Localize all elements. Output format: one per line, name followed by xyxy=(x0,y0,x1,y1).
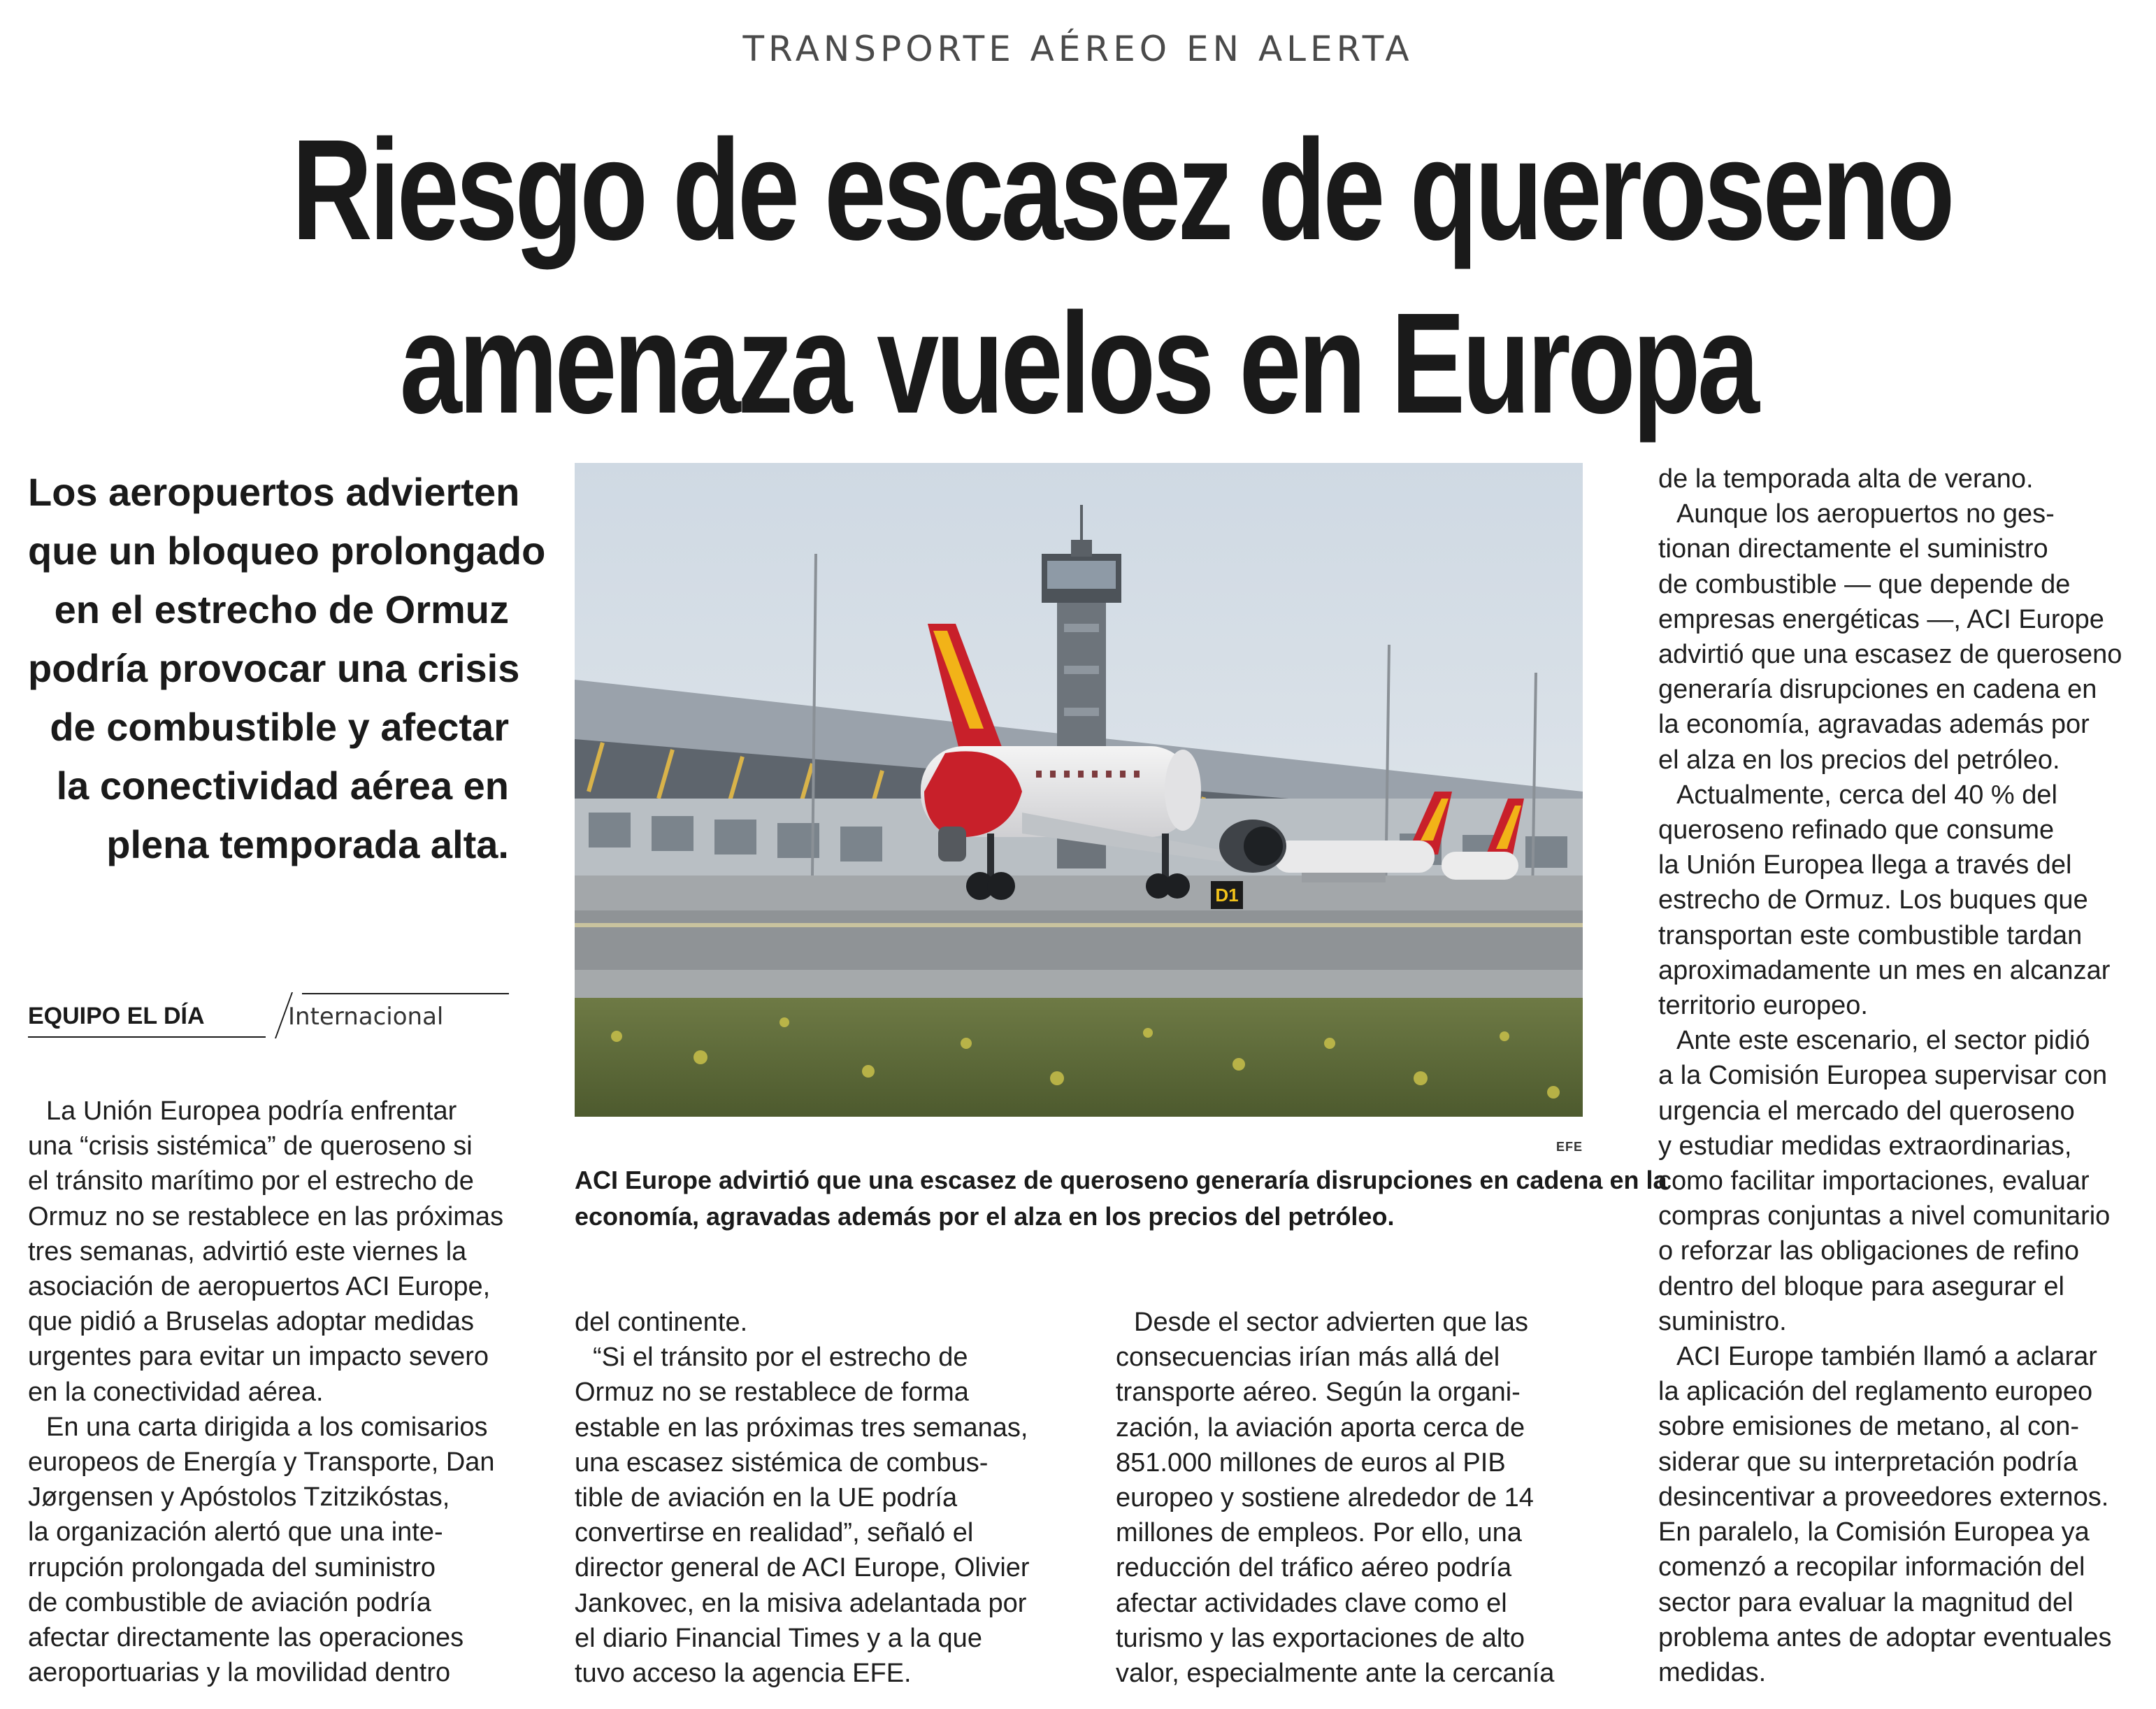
body-line: empresas energéticas —, ACI Europe xyxy=(1658,604,2104,634)
body-line: Jankovec, en la misiva adelantada por xyxy=(575,1588,1027,1618)
body-line: En una carta dirigida a los comisarios xyxy=(46,1412,488,1442)
body-line: transporte aéreo. Según la organi- xyxy=(1116,1378,1521,1408)
body-line: siderar que su interpretación podría xyxy=(1658,1447,2078,1477)
body-line: afectar directamente las operaciones xyxy=(28,1623,464,1653)
body-line: sobre emisiones de metano, al con- xyxy=(1658,1412,2079,1442)
body-line: una “crisis sistémica” de queroseno si xyxy=(28,1131,473,1161)
byline-rule xyxy=(28,1036,266,1038)
body-line: reducción del tráfico aéreo podría xyxy=(1116,1553,1512,1583)
lede-line: plena temporada alta. xyxy=(106,822,509,866)
lede-line: podría provocar una crisis xyxy=(28,646,520,690)
body-line: En paralelo, la Comisión Europea ya xyxy=(1658,1517,2090,1547)
body-line: millones de empleos. Por ello, una xyxy=(1116,1518,1522,1548)
body-line: suministro. xyxy=(1658,1306,1787,1336)
caption-line: ACI Europe advirtió que una escasez de queroseno generaría disrupciones en cadena en la xyxy=(575,1166,1667,1194)
body-line: urgentes para evitar un impacto severo xyxy=(28,1342,489,1372)
body-line: tionan directamente el suministro xyxy=(1658,534,2048,564)
body-line: el diario Financial Times y a la que xyxy=(575,1623,982,1653)
body-line: europeo y sostiene alrededor de 14 xyxy=(1116,1483,1534,1513)
body-line: sector para evaluar la magnitud del xyxy=(1658,1587,2074,1617)
body-line: La Unión Europea podría enfrentar xyxy=(46,1096,457,1126)
byline xyxy=(28,993,509,1038)
lede-line: la conectividad aérea en xyxy=(56,764,509,808)
body-line: director general de ACI Europe, Olivier xyxy=(575,1553,1030,1583)
body-line: y estudiar medidas extraordinarias, xyxy=(1658,1131,2072,1161)
body-line: tible de aviación en la UE podría xyxy=(575,1483,958,1513)
lede-summary xyxy=(28,463,546,874)
body-line: como facilitar importaciones, evaluar xyxy=(1658,1166,2090,1196)
body-column-4 xyxy=(1658,462,2148,1690)
body-line: advirtió que una escasez de queroseno xyxy=(1658,640,2122,670)
body-line: consecuencias irían más allá del xyxy=(1116,1343,1500,1373)
body-line: de combustible — que depende de xyxy=(1658,569,2071,599)
body-line: a la Comisión Europea supervisar con xyxy=(1658,1061,2108,1091)
lede-line: en el estrecho de Ormuz xyxy=(54,587,509,631)
body-line: estable en las próximas tres semanas, xyxy=(575,1413,1028,1443)
body-line: aeroportuarias y la movilidad dentro xyxy=(28,1658,451,1688)
body-column-1 xyxy=(28,1094,510,1690)
body-line: problema antes de adoptar eventuales xyxy=(1658,1622,2112,1652)
body-line: zación, la aviación aporta cerca de xyxy=(1116,1413,1525,1443)
body-line: Actualmente, cerca del 40 % del xyxy=(1676,780,2057,810)
body-line: convertirse en realidad”, señaló el xyxy=(575,1518,974,1548)
photo-credit: EFE xyxy=(1555,1140,1583,1154)
lede-line: Los aeropuertos advierten xyxy=(28,470,520,514)
body-line: desincentivar a proveedores externos. xyxy=(1658,1482,2109,1512)
body-line: Jørgensen y Apóstolos Tzitzikóstas, xyxy=(28,1482,450,1513)
body-line: valor, especialmente ante la cercanía xyxy=(1116,1659,1555,1689)
body-line: Ante este escenario, el sector pidió xyxy=(1676,1026,2090,1056)
photo-caption xyxy=(575,1162,1667,1235)
body-line: urgencia el mercado del queroseno xyxy=(1658,1096,2075,1126)
body-line: comenzó a recopilar información del xyxy=(1658,1552,2085,1582)
lede-line: que un bloqueo prolongado xyxy=(28,529,546,573)
body-line: el alza en los precios del petróleo. xyxy=(1658,745,2060,775)
body-column-2 xyxy=(575,1305,1057,1691)
body-line: compras conjuntas a nivel comunitario xyxy=(1658,1201,2111,1231)
body-line: de la temporada alta de verano. xyxy=(1658,464,2034,494)
airport-photo-illustration xyxy=(575,463,1583,1117)
lede-line: de combustible y afectar xyxy=(50,705,509,749)
body-line: la aplicación del reglamento europeo xyxy=(1658,1377,2093,1407)
section-kicker: TRANSPORTE AÉREO EN ALERTA xyxy=(742,29,1414,69)
body-line: el tránsito marítimo por el estrecho de xyxy=(28,1166,474,1196)
body-line: la economía, agravadas además por xyxy=(1658,710,2090,740)
body-line: una escasez sistémica de combus- xyxy=(575,1447,989,1478)
body-line: 851.000 millones de euros al PIB xyxy=(1116,1447,1506,1478)
body-line: “Si el tránsito por el estrecho de xyxy=(593,1343,968,1373)
body-line: la organización alertó que una inte- xyxy=(28,1517,443,1547)
body-line: Desde el sector advierten que las xyxy=(1134,1308,1528,1337)
byline-section: Internacional xyxy=(288,1003,444,1031)
headline xyxy=(292,103,1952,450)
body-line: afectar actividades clave como el xyxy=(1116,1588,1507,1618)
headline-line-2: amenaza vuelos en Europa xyxy=(399,283,1757,443)
body-line: que pidió a Bruselas adoptar medidas xyxy=(28,1307,474,1337)
body-line: del continente. xyxy=(575,1308,748,1337)
body-line: queroseno refinado que consume xyxy=(1658,815,2055,845)
byline-rule xyxy=(302,993,509,994)
body-line: Ormuz no se restablece de forma xyxy=(575,1378,969,1408)
body-line: de combustible de aviación podría xyxy=(28,1587,431,1617)
body-line: tuvo acceso la agencia EFE. xyxy=(575,1659,912,1689)
body-line: Ormuz no se restablece en las próximas xyxy=(28,1201,504,1231)
body-line: en la conectividad aérea. xyxy=(28,1377,324,1407)
body-line: aproximadamente un mes en alcanzar xyxy=(1658,955,2111,985)
caption-line: economía, agravadas además por el alza en los precios del petróleo. xyxy=(575,1202,1395,1231)
gate-sign: D1 xyxy=(1215,885,1239,906)
article-photo xyxy=(575,463,1583,1117)
body-line: medidas. xyxy=(1658,1657,1767,1687)
body-line: dentro del bloque para asegurar el xyxy=(1658,1271,2064,1301)
body-line: la Unión Europea llega a través del xyxy=(1658,850,2072,880)
body-column-3 xyxy=(1116,1305,1598,1691)
body-line: asociación de aeropuertos ACI Europe, xyxy=(28,1272,491,1302)
body-line: o reforzar las obligaciones de refino xyxy=(1658,1236,2080,1266)
body-line: generaría disrupciones en cadena en xyxy=(1658,675,2097,705)
body-line: territorio europeo. xyxy=(1658,991,1868,1021)
byline-author: EQUIPO EL DÍA xyxy=(28,1003,205,1029)
body-line: Aunque los aeropuertos no ges- xyxy=(1676,499,2055,529)
body-line: rrupción prolongada del suministro xyxy=(28,1552,436,1582)
body-line: transportan este combustible tardan xyxy=(1658,920,2083,950)
body-line: europeos de Energía y Transporte, Dan xyxy=(28,1447,495,1478)
body-line: tres semanas, advirtió este viernes la xyxy=(28,1236,467,1266)
body-line: estrecho de Ormuz. Los buques que xyxy=(1658,885,2088,915)
body-line: ACI Europe también llamó a aclarar xyxy=(1676,1342,2097,1372)
body-line: turismo y las exportaciones de alto xyxy=(1116,1623,1525,1653)
headline-line-1: Riesgo de escasez de queroseno xyxy=(292,110,1952,270)
